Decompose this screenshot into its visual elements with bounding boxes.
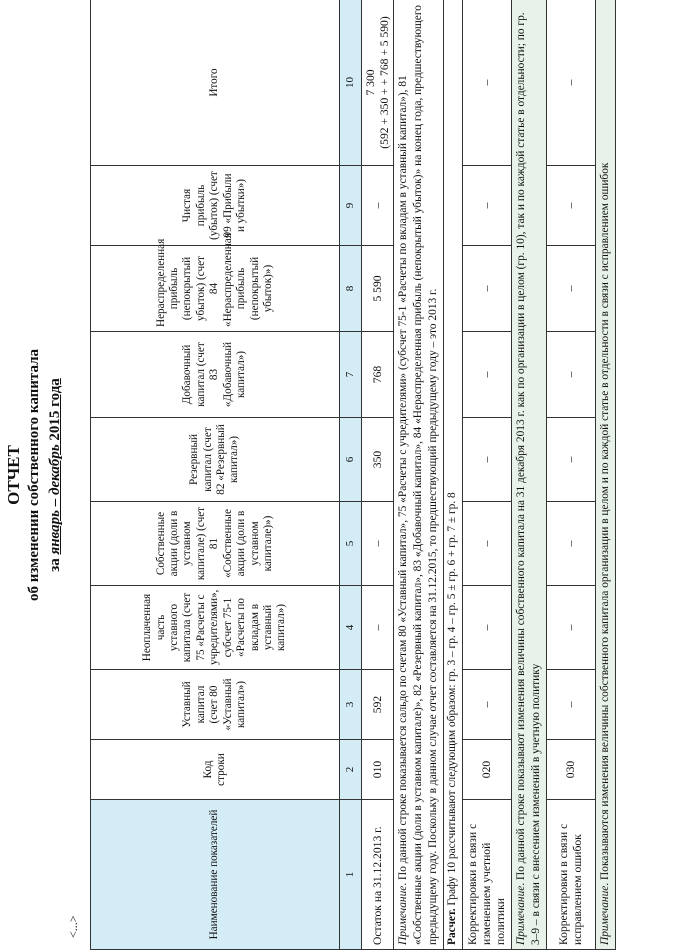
row-name: Остаток на 31.12.2013 г. [362,800,394,950]
period-year: 2015 года [47,378,63,445]
table-cell: – [547,246,596,332]
table-cell: – [547,670,596,740]
table-cell: – [462,166,511,246]
row-code: 020 [462,740,511,800]
table-cell: – [462,586,511,670]
header-row [91,0,340,950]
column-number: 3 [340,670,362,740]
column-number: 5 [340,502,362,586]
note-row [394,0,444,950]
header-cell: Код строки [91,740,340,800]
table-cell: – [462,670,511,740]
period-prefix: за [47,554,63,572]
note-text: . Показываются изменения величины собственного капитала организации в целом и по каждой статье в отдельности в связи с исправлением ошибок [599,162,612,886]
table-cell: – [462,0,511,166]
header-cell: Наименование показателей [91,800,340,950]
column-number: 9 [340,166,362,246]
note-cell [596,0,616,950]
table-cell: 592 [362,670,394,740]
column-number: 8 [340,246,362,332]
table-cell: – [547,166,596,246]
row-code: 030 [547,740,596,800]
row-name: Корректировки в связи с изменением учетной политики [462,800,511,950]
table-cell: – [462,418,511,502]
table-row [547,0,596,950]
column-number: 6 [340,418,362,502]
report-period [47,0,64,950]
ellipsis-marker: <...> [66,915,80,938]
header-cell: Нераспределенная прибыль (непокрытый убыток) (счет 84 «Нераспределенная прибыль (непокрытый убыток)») [91,246,340,332]
period-months: январь – декабрь [47,444,63,555]
table-row [462,0,511,950]
column-number: 7 [340,332,362,418]
calc-text: Графу 10 рассчитывают следующим образом: гр. 3 – гр. 4 – гр. 5 ± гр. 6 + гр. 7 ± гр. 8 [446,492,459,909]
column-number: 10 [340,0,362,166]
column-number: 2 [340,740,362,800]
total-value: 7 300 [364,69,377,96]
note-label: Примечание [599,885,612,945]
row-code: 010 [362,740,394,800]
report-subtitle: об изменении собственного капитала [26,348,42,602]
table-cell: – [547,586,596,670]
header-cell: Итого [91,0,340,166]
header-cell: Резервный капитал (счет 82 «Резервный капитал») [91,418,340,502]
table-cell: – [362,586,394,670]
header-cell: Неоплаченная часть уставного капитала (счет 75 «Расчеты с учредителями», субсчет 75-1 «Расчеты по вкладам в уставный капитал») [91,586,340,670]
table-cell: 768 [362,332,394,418]
calc-label: Расчет. [446,908,459,945]
table-cell: – [547,502,596,586]
table-cell: 5 590 [362,246,394,332]
header-cell: Добавочный капитал (счет 83 «Добавочный капитал») [91,332,340,418]
row-name: Корректировки в связи с исправлением ошибок [547,800,596,950]
table-cell: 350 [362,418,394,502]
note-text: . По данной строке показывают изменения величины собственного капитала на 31 декабря 2013 г. как по организации в целом (гр. 10), так и по каждой статье в отдельности; по гр. 3–9 – в связи с внесением изменений в учетную политику [514,12,542,945]
report-title: ОТЧЕТ [4,445,23,505]
table-row [362,0,394,950]
table-cell: – [462,332,511,418]
table-cell: – [547,418,596,502]
header-cell: Собственные акции (доли в уставном капитале) (счет 81 «Собственные акции (доли в уставном капитале)») [91,502,340,586]
column-number-row [340,0,362,950]
total-formula: (592 + 350 + + 768 + 5 590) [377,16,391,149]
note-text: . По данной строке показывается сальдо по счетам 80 «Уставный капитал», 75 «Расчеты с учредителями» (субсчет 75-1 «Расчеты по вкладам в уставный капитал»), 81 «Собственные акции (доли в уставном капитале)», 82 «Резервный капитал», 83 «Добавочный капитал», 84 «Нераспределенная прибыль (непокрытый убыток)» на конец года, предшествующего предыдущему году. Поскольку в данном случае отчет составляется на 31.12.2015, то предшествующий предыдущему году – это 2013 г. [397,5,440,945]
note-label: Примечание [514,885,527,945]
header-cell: Уставный капитал (счет 80 «Уставный капитал») [91,670,340,740]
total-cell [362,0,394,166]
note-row [596,0,616,950]
table-cell: – [462,246,511,332]
table-cell: – [362,502,394,586]
table-cell: – [547,0,596,166]
note-row [511,0,546,950]
table-cell: – [462,502,511,586]
calc-row [444,0,462,950]
column-number: 4 [340,586,362,670]
table-cell: – [362,166,394,246]
table-cell: – [547,332,596,418]
note-label: Примечание [397,885,410,945]
equity-table [90,0,616,950]
calc-cell [444,0,462,950]
note-cell [511,0,546,950]
header-cell: Чистая прибыль (убыток) (счет 99 «Прибыли и убытки») [91,166,340,246]
note-cell [394,0,444,950]
column-number: 1 [340,800,362,950]
